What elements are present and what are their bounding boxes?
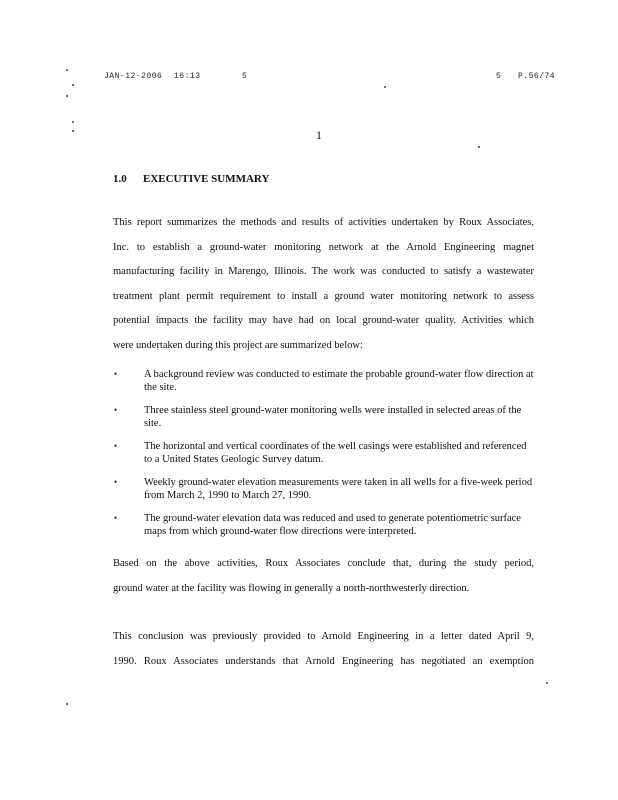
bullet-icon: • xyxy=(114,513,118,523)
paragraph-line: Based on the above activities, Roux Associates conclude that, during the study period, xyxy=(113,558,534,569)
fax-page-count: P.56/74 xyxy=(518,72,556,81)
bullet-icon: • xyxy=(114,441,118,451)
list-item xyxy=(113,512,534,538)
paragraph-line: were undertaken during this project are summarized below: xyxy=(113,339,363,351)
scan-speck xyxy=(72,130,74,132)
fax-right-number: 5 xyxy=(496,72,502,81)
paragraph-line: This report summarizes the methods and results of activities undertaken by Roux Associates, xyxy=(113,217,534,228)
section-title: EXECUTIVE SUMMARY xyxy=(143,173,270,185)
paragraph-line: potential impacts the facility may have had on local ground-water quality. Activities which xyxy=(113,315,534,326)
paragraph-line: ground water at the facility was flowing in generally a north-northwesterly direction. xyxy=(113,582,470,594)
scan-speck xyxy=(66,69,68,71)
fax-time: 16:13 xyxy=(174,72,201,81)
list-item-text: The horizontal and vertical coordinates of the well casings were established and referenced to a United States Geologic Survey datum. xyxy=(144,441,527,465)
intro-paragraph xyxy=(113,211,534,358)
conclusion-paragraph xyxy=(113,552,534,601)
section-heading xyxy=(113,173,269,185)
scan-speck xyxy=(72,84,74,86)
scan-speck xyxy=(384,86,386,88)
paragraph-line: 1990. Roux Associates understands that Arnold Engineering has negotiated an exemption xyxy=(113,655,534,667)
list-item xyxy=(113,368,534,394)
paragraph-line: This conclusion was previously provided to Arnold Engineering in a letter dated April 9, xyxy=(113,631,534,642)
list-item-text: Weekly ground-water elevation measurements were taken in all wells for a five-week period from March 2, 1990 to March 27, 1990. xyxy=(144,477,533,501)
list-item xyxy=(113,440,534,466)
fax-left-number: 5 xyxy=(242,72,248,81)
list-item xyxy=(113,476,534,502)
bullet-icon: • xyxy=(114,369,118,379)
bullet-icon: • xyxy=(114,477,118,487)
paragraph-line: Inc. to establish a ground-water monitoring network at the Arnold Engineering magnet xyxy=(113,241,534,253)
bullet-icon: • xyxy=(114,405,118,415)
page-number: 1 xyxy=(316,128,322,142)
paragraph-line: manufacturing facility in Marengo, Illinois. The work was conducted to satisfy a wastewater xyxy=(113,266,534,277)
scan-speck xyxy=(478,146,480,148)
scan-speck xyxy=(72,121,74,123)
list-item xyxy=(113,404,534,430)
list-item-text: Three stainless steel ground-water monitoring wells were installed in selected areas of the site. xyxy=(144,405,522,429)
section-number: 1.0 xyxy=(113,173,127,185)
fax-date: JAN-12-2006 xyxy=(104,72,163,81)
scan-speck xyxy=(66,95,68,97)
list-item-text: The ground-water elevation data was reduced and used to generate potentiometric surface maps from which ground-water flow directions were interpreted. xyxy=(144,513,521,537)
paragraph-line: treatment plant permit requirement to install a ground water monitoring network to assess xyxy=(113,290,534,302)
scan-speck xyxy=(66,703,68,705)
activities-list xyxy=(113,368,534,548)
final-paragraph xyxy=(113,625,534,674)
list-item-text: A background review was conducted to estimate the probable ground-water flow direction at the site. xyxy=(144,369,534,393)
scan-speck xyxy=(546,682,548,684)
